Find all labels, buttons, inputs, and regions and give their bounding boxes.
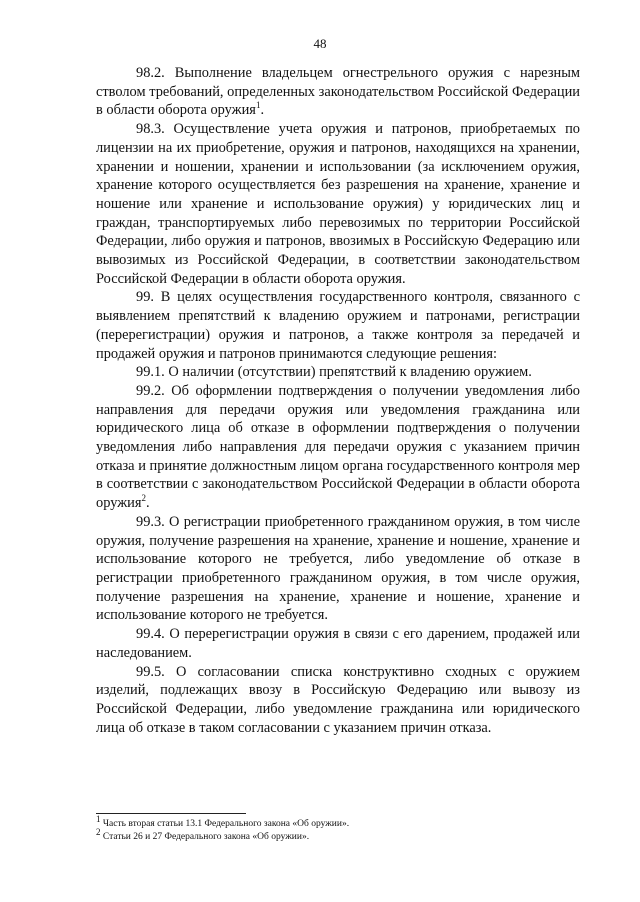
footnote-divider [96,813,246,814]
paragraph-99-2: 99.2. Об оформлении подтверждения о получении уведомления либо направления для передачи оружия или уведомления гражданина или юридического лица об отказе в оформлении подтверждения о получении уведомления либо направления для передачи оружия с указанием причин отказа и принятие должностным лицом органа государственного контроля мер в соответствии с законодательством Российской Федерации в области оборота оружия$^2$. [96,382,580,512]
paragraph-98-2: 98.2. Выполнение владельцем огнестрельного оружия с нарезным стволом требований, определенных законодательством Российской Федерации в области оборота оружия$^1$. [96,65,580,119]
document-body [96,64,580,737]
footnote-ref: 1 [255,100,261,111]
paragraph-99: 99. В целях осуществления государственного контроля, связанного с выявлением препятствий к владению оружием и патронами, регистрации (перерегистрации) оружия и патронов, а также контроля за передачей и продажей оружия и патронов принимаются следующие решения: [96,289,580,362]
page-number: 48 [313,36,327,51]
footnotes [96,813,576,844]
paragraph-98-3: 98.3. Осуществление учета оружия и патронов, приобретаемых по лицензии на их приобретение, оружия и патронов, находящихся на хранении, хранении и ношении, хранении и использовании (за исключением оружия, хранение которого осуществляется без разрешения на хранение, хранение и ношение или хранение и использование оружия) у юридических лиц и граждан, транспортируемых либо перевозимых по территории Российской Федерации, либо оружия и патронов, ввозимых в Российскую Федерацию или вывозимых из Российской Федерации, в соответствии законодательством Российской Федерации в области оборота оружия. [96,121,580,287]
footnote-2: $^2$ Статьи 26 и 27 Федерального закона «Об оружии». [96,826,310,842]
paragraph-99-3: 99.3. О регистрации приобретенного гражданином оружия, в том числе оружия, получение разрешения на хранение, хранение и ношение, хранение и использование которого не требуется, либо уведомление об отказе в регистрации приобретенного гражданином оружия, в том числе оружия, получение разрешения на хранение, хранение и ношение, хранение и использование которого не требуется. [96,513,580,624]
paragraph-99-4: 99.4. О перерегистрации оружия в связи с его дарением, продажей или наследованием. [96,626,580,661]
paragraph-99-5: 99.5. О согласовании списка конструктивно сходных с оружием изделий, подлежащих ввозу в Российскую Федерацию или вывозу из Российской Федерации, либо уведомление гражданина или юридического лица об отказе в таком согласовании с указанием причин отказа. [96,663,580,736]
footnote-1: $^1$ Часть вторая статьи 13.1 Федерального закона «Об оружии». [96,813,350,829]
paragraph-99-1: 99.1. О наличии (отсутствии) препятствий к владению оружием. [136,364,532,381]
footnote-ref: 2 [141,493,146,504]
